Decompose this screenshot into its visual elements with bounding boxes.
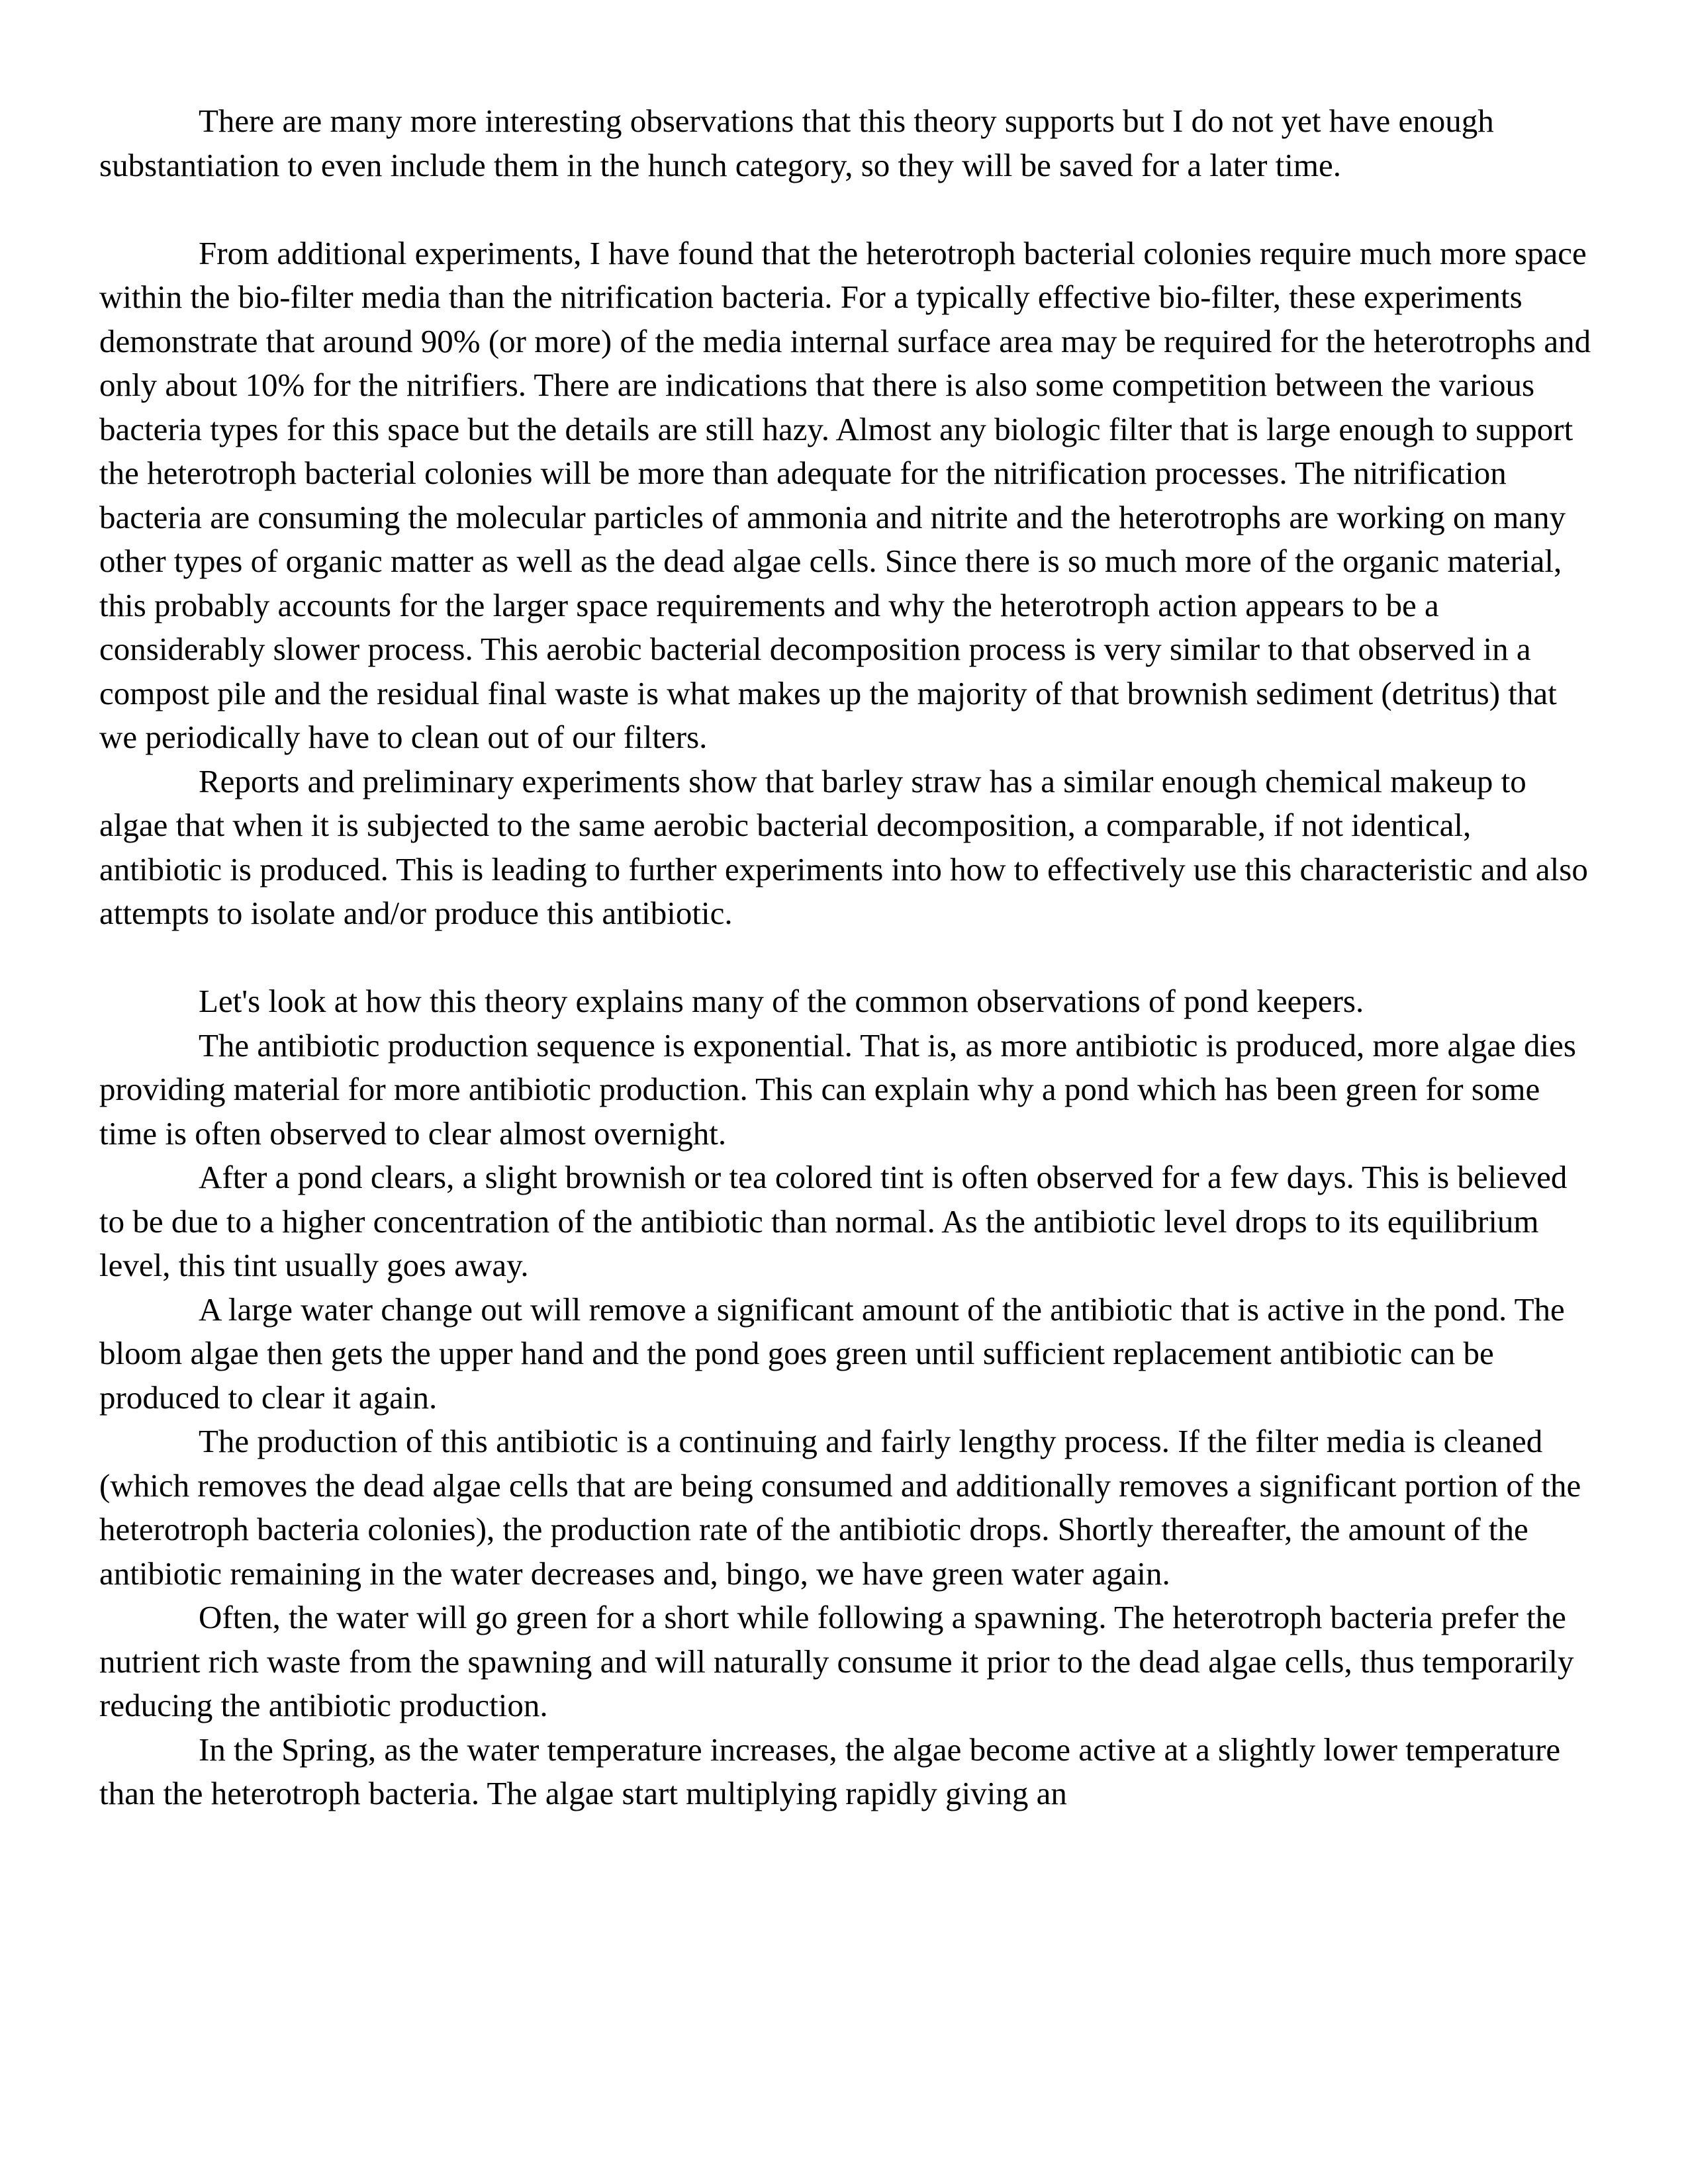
paragraph-spawning: Often, the water will go green for a short while following a spawning. The heterotroph bacteria prefer the nutrient rich waste from the spawning and will naturally consume it prior to the dead algae cells, thus temporarily reducing the antibiotic production. [99, 1599, 1574, 1723]
paragraph-barley-straw: Reports and preliminary experiments show that barley straw has a similar enough chemical makeup to algae that when it is subjected to the same aerobic bacterial decomposition, a comparable, if not identical, antibiotic is produced. This is leading to further experiments into how to effectively use this characteristic and also attempts to isolate and/or produce this antibiotic. [99, 762, 1588, 931]
document-page [99, 99, 1595, 1816]
paragraph-spring: In the Spring, as the water temperature increases, the algae become active at a slightly lower temperature than the heterotroph bacteria. The algae start multiplying rapidly giving an [99, 1731, 1561, 1811]
paragraph-observations-intro: Let's look at how this theory explains many of the common observations of pond keepers. [199, 983, 1364, 1019]
paragraph-water-change: A large water change out will remove a significant amount of the antibiotic that is active in the pond. The bloom algae then gets the upper hand and the pond goes green until sufficient replacement antibiotic can be produced to clear it again. [99, 1291, 1565, 1416]
paragraph-spacer [99, 936, 1595, 980]
paragraph-tea-tint: After a pond clears, a slight brownish or tea colored tint is often observed for a few days. This is believed to be due to a higher concentration of the antibiotic than normal. As the antibiotic level drops to its equilibrium level, this tint usually goes away. [99, 1159, 1568, 1283]
paragraph-exponential-production: The antibiotic production sequence is exponential. That is, as more antibiotic is produced, more algae dies providing material for more antibiotic production. This can explain why a pond which has been green for some time is often observed to clear almost overnight. [99, 1026, 1576, 1152]
paragraph-filter-space: From additional experiments, I have found that the heterotroph bacterial colonies require much more space within the bio-filter media than the nitrification bacteria. For a typically effective bio-filter, these experiments demonstrate that around 90% (or more) of the media internal surface area may be required for the heterotrophs and only about 10% for the nitrifiers. There are indications that there is also some competition between the various bacteria types for this space but the details are still hazy. Almost any biologic filter that is large enough to support the heterotroph bacterial colonies will be more than adequate for the nitrification processes. The nitrification bacteria are consuming the molecular particles of ammonia and nitrite and the heterotrophs are working on many other types of organic matter as well as the dead algae cells. Since there is so much more of the organic material, this probably accounts for the larger space requirements and why the heterotroph action appears to be a considerably slower process. This aerobic bacterial decomposition process is very similar to that observed in a compost pile and the residual final waste is what makes up the majority of that brownish sediment (detritus) that we periodically have to clean out of our filters. [99, 234, 1591, 755]
paragraph-spacer [99, 187, 1595, 232]
paragraph-later-observations: There are many more interesting observations that this theory supports but I do not yet have enough substantiation to even include them in the hunch category, so they will be saved for a later time. [99, 103, 1494, 183]
paragraph-filter-cleaning: The production of this antibiotic is a continuing and fairly lengthy process. If the filter media is cleaned (which removes the dead algae cells that are being consumed and additionally removes a significant portion of the heterotroph bacteria colonies), the production rate of the antibiotic drops. Shortly thereafter, the amount of the antibiotic remaining in the water decreases and, bingo, we have green water again. [99, 1423, 1581, 1592]
